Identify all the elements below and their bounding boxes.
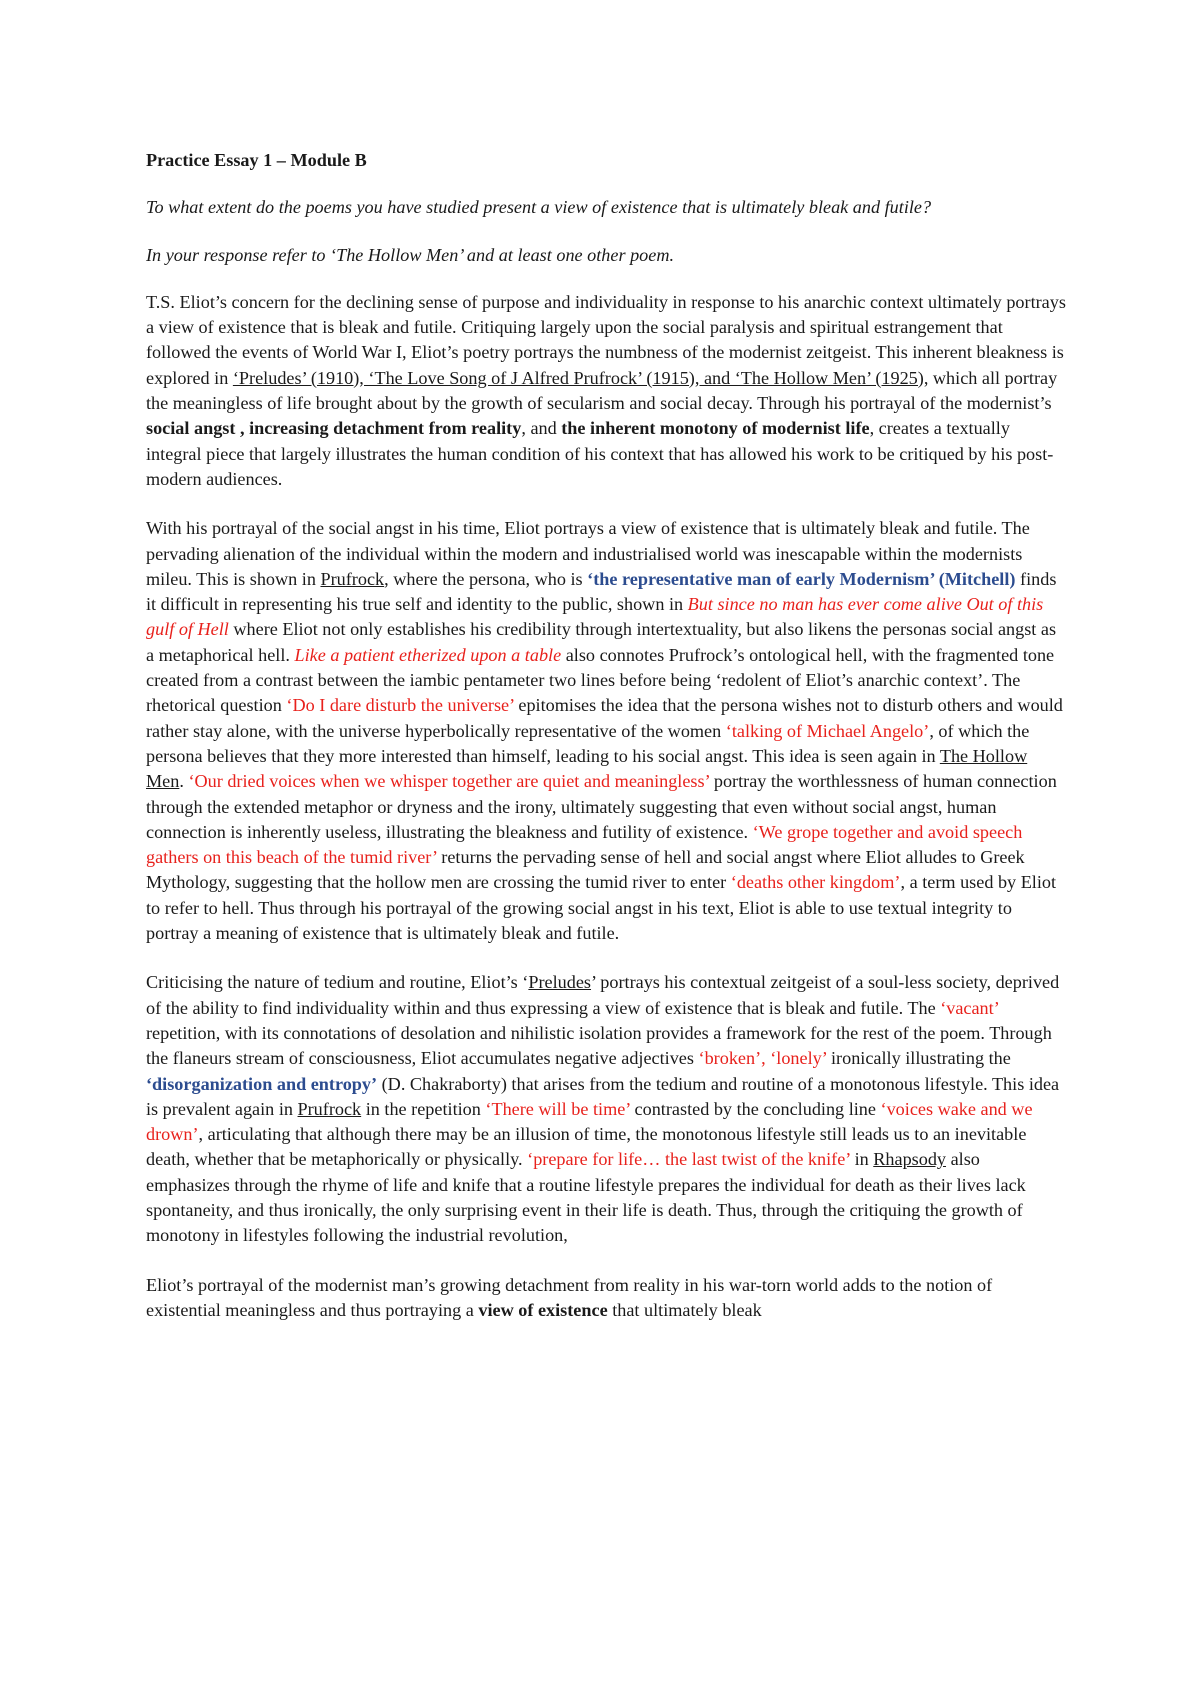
- text-run: T.S. Eliot’s concern for the declining sense of purpose and individuality in response to his anarchic context ultimately portrays a view of existence that is bleak and futile. Critiquing largely upon the social paralysis and spiritual estrangement that followed the events of World War I, Eliot’s poetry portrays the numbness of the modernist zeitgeist. This inherent bleakness is explored in: [146, 291, 1066, 388]
- text-run: ’ portrays his contextual zeitgeist of a soul-less society, deprived of the ability to find individuality within and thus expressing a view of existence that is bleak and futile. The: [146, 972, 1060, 1018]
- text-run: in the repetition: [361, 1098, 486, 1119]
- text-run: (D. Chakraborty) that arises from the tedium and routine of a monotonous lifestyle. This idea is prevalent again in: [146, 1073, 1060, 1119]
- paragraph-introduction: [146, 290, 1066, 492]
- essay-title: Practice Essay 1 – Module B: [146, 150, 367, 170]
- essay-page: [146, 148, 1066, 1347]
- text-run: Criticising the nature of tedium and routine, Eliot’s ‘: [146, 972, 529, 993]
- paragraph-detachment: [146, 1273, 1066, 1324]
- critic-quote: ‘the representative man of early Modernism’ (Mitchell): [587, 568, 1016, 589]
- text-run: , a term used by Eliot to refer to hell. Thus through his portrayal of the growing social angst in his text, Eliot is able to use textual integrity to portray a meaning of existence that is ultimately bleak and futile.: [146, 872, 1057, 944]
- text-run: that ultimately bleak: [607, 1299, 762, 1320]
- text-run: also emphasizes through the rhyme of life and knife that a routine lifestyle prepares the individual for death as their lives lack spontaneity, and thus ironically, the only surprising event in their life is death. Thus, through the critiquing the growth of monotony in lifestyles following the industrial revolution,: [146, 1149, 1026, 1246]
- paragraph-monotony: [146, 970, 1066, 1248]
- text-run: returns the pervading sense of hell and social angst where Eliot alludes to Greek Mythology, suggesting that the hollow men are crossing the tumid river to enter: [146, 847, 1025, 893]
- text-run: which all portray the meaningless of life brought about by the growth of secularism and social decay. Through his portrayal of the modernist’s: [146, 367, 1058, 414]
- critic-quote: ‘disorganization and entropy’: [146, 1073, 378, 1094]
- text-run: epitomises the idea that the persona wishes not to disturb others and would rather stay alone, with the universe hyperbolically representative of the women: [146, 695, 1063, 741]
- poem-quote: ‘prepare for life… the last twist of the knife’: [527, 1149, 851, 1170]
- poem-quote: ‘voices wake and we drown’: [146, 1098, 1033, 1145]
- essay-instruction: In your response refer to ‘The Hollow Men’ and at least one other poem.: [146, 244, 675, 265]
- text-run: .: [179, 771, 189, 792]
- text-run: finds it difficult in representing his true self and identity to the public, shown in: [146, 568, 1057, 615]
- poem-quote: ‘broken’, ‘lonely’: [698, 1048, 827, 1069]
- text-run: With his portrayal of the social angst in his time, Eliot portrays a view of existence that is ultimately bleak and futile. The pervading alienation of the individual within the modern and industrialised world was inescapable within the modernists mileu. This is shown in: [146, 518, 1030, 589]
- poem-quote: But since no man has ever come alive Out of this gulf of Hell: [146, 594, 1044, 640]
- poem-reference: Rhapsody: [873, 1149, 947, 1170]
- poem-titles: ‘Preludes’ (1910), ‘The Love Song of J Alfred Prufrock’ (1915), and ‘The Hollow Men’ (1925),: [232, 367, 929, 388]
- poem-quote: Like a patient etherized upon a table: [294, 644, 562, 665]
- poem-quote: ‘Our dried voices when we whisper together are quiet and meaningless’: [188, 771, 710, 792]
- text-run: in: [850, 1149, 874, 1170]
- text-run: Eliot’s portrayal of the modernist man’s growing detachment from reality in his war-torn world adds to the notion of existential meaningless and thus portraying a: [146, 1274, 993, 1320]
- text-run: ironically illustrating the: [826, 1048, 1011, 1069]
- text-run: , creates a textually integral piece that largely illustrates the human condition of his context that has allowed his work to be critiqued by his post-modern audiences.: [146, 418, 1054, 489]
- thesis-point-1: social angst , increasing detachment from reality: [146, 418, 522, 439]
- text-run: , and: [521, 418, 562, 439]
- poem-quote: ‘We grope together and avoid speech gathers on this beach of the tumid river’: [146, 821, 1023, 868]
- essay-question: To what extent do the poems you have studied present a view of existence that is ultimately bleak and futile?: [146, 197, 932, 218]
- text-run: portray the worthlessness of human connection through the extended metaphor or dryness and the irony, ultimately suggesting that even without social angst, human connection is inherently useless, illustrating the bleakness and futility of existence.: [146, 771, 1057, 842]
- text-run: repetition, with its connotations of desolation and nihilistic isolation provides a framework for the rest of the poem. Through the flaneurs stream of consciousness, Eliot accumulates negative adjectives: [146, 1022, 1052, 1069]
- paragraph-social-angst: [146, 516, 1066, 946]
- poem-quote: ‘vacant’: [940, 997, 999, 1018]
- text-run: , of which the persona believes that they more interested than himself, leading to his social angst. This idea is seen again in: [146, 720, 1030, 766]
- text-run: contrasted by the concluding line: [630, 1098, 881, 1119]
- poem-reference: Preludes: [528, 972, 592, 993]
- poem-reference: The Hollow Men: [146, 745, 1028, 792]
- text-run: , articulating that although there may be an illusion of time, the monotonous lifestyle still leads us to an inevitable death, whether that be metaphorically or physically.: [146, 1124, 1027, 1170]
- text-run: where Eliot not only establishes his credibility through intertextuality, but also likens the personas social angst as a metaphorical hell.: [146, 619, 1057, 665]
- poem-quote: ‘Do I dare disturb the universe’: [286, 695, 514, 716]
- key-phrase: view of existence: [478, 1299, 608, 1320]
- poem-quote: ‘There will be time’: [485, 1098, 630, 1119]
- poem-quote: ‘deaths other kingdom’: [730, 872, 901, 893]
- text-run: , where the persona, who is: [384, 568, 588, 589]
- poem-reference: Prufrock: [297, 1098, 362, 1119]
- text-run: also connotes Prufrock’s ontological hell, with the fragmented tone created from a contrast between the iambic pentameter two lines before being ‘redolent of Eliot’s anarchic context’. The rhetorical question: [146, 644, 1055, 716]
- poem-quote: ‘talking of Michael Angelo’: [725, 720, 930, 741]
- thesis-point-2: the inherent monotony of modernist life: [561, 418, 870, 439]
- poem-reference: Prufrock: [320, 568, 385, 589]
